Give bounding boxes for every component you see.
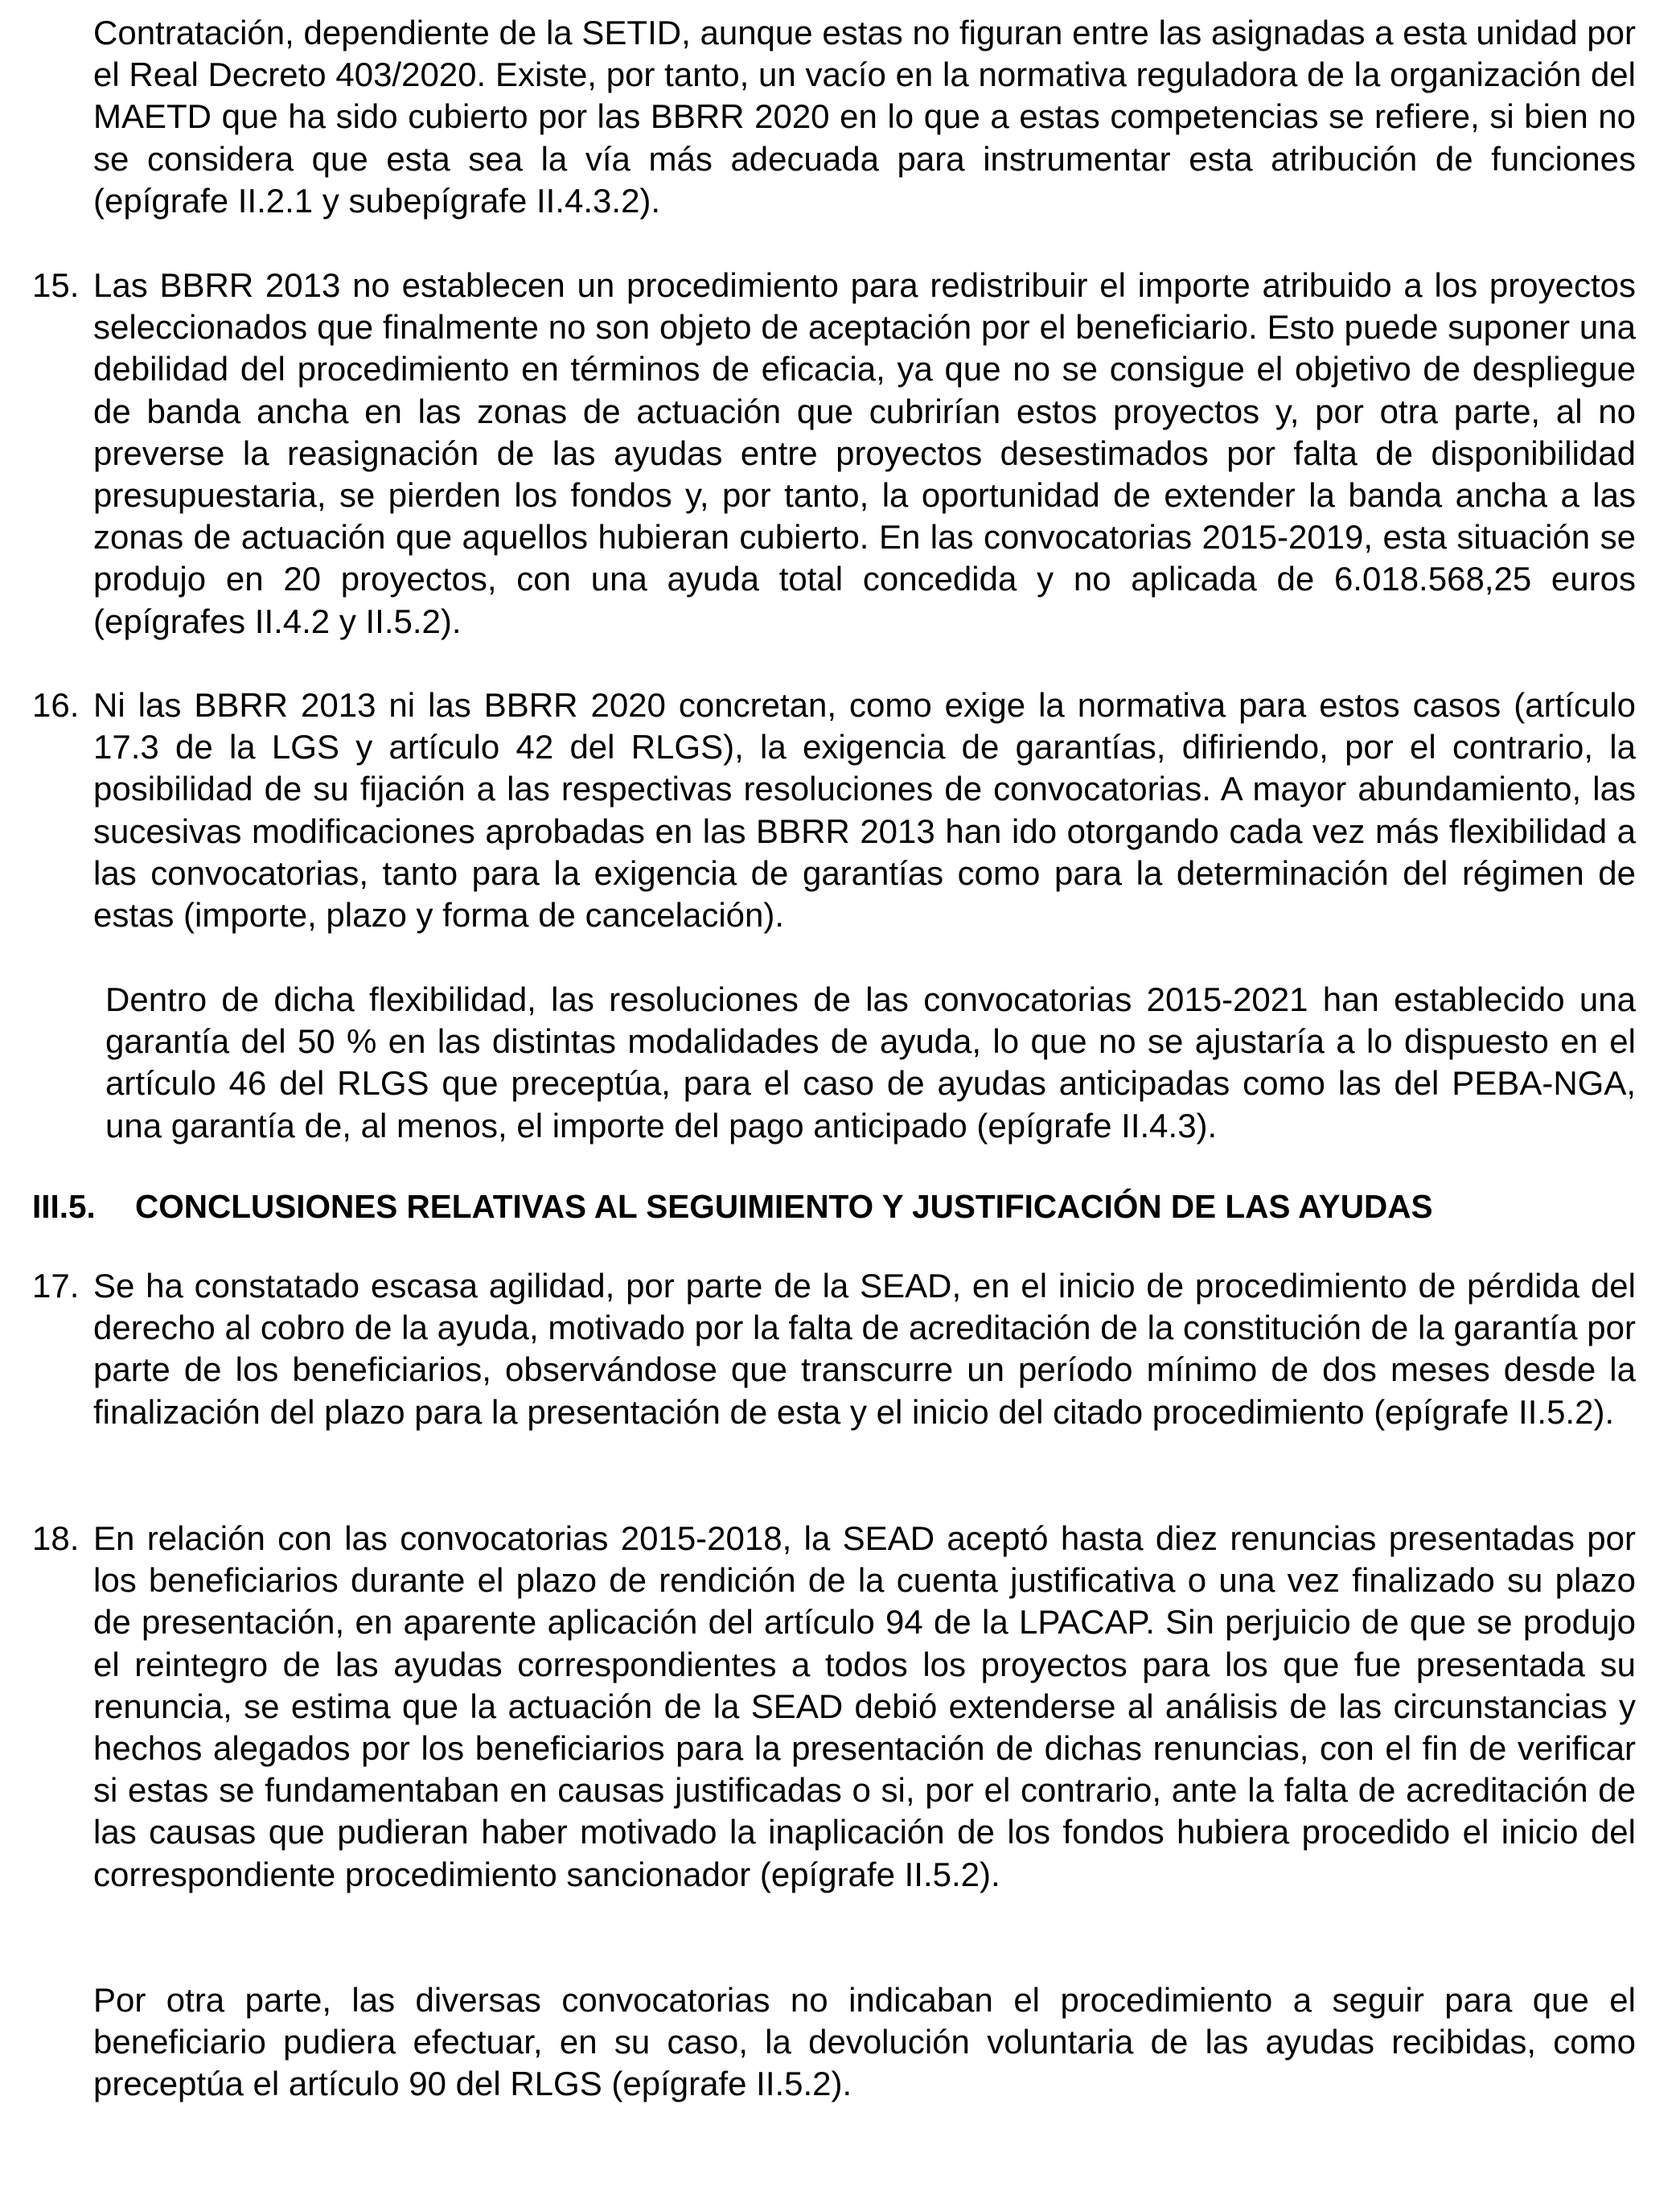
intro-continuation — [32, 12, 1636, 223]
section-title: CONCLUSIONES RELATIVAS AL SEGUIMIENTO Y JUSTIFICACIÓN DE LAS AYUDAS — [135, 1188, 1433, 1225]
list-item-17 — [32, 1265, 1636, 1476]
list-item-number: 17. — [32, 1267, 80, 1305]
section-heading — [32, 1186, 1636, 1227]
list-item-text: Las BBRR 2013 no establecen un procedimiento para redistribuir el importe atribuido a los proyectos seleccionados que finalmente no son objeto de aceptación por el beneficiario. Esto puede suponer una debilidad del procedimiento en términos de eficacia, ya que no se consigue el objetivo de despliegue de banda ancha en las zonas de actuación que cubrirían estos proyectos y, por otra parte, al no preverse la reasignación de las ayudas entre proyectos desestimados por falta de disponibilidad presupuestaria, se pierden los fondos y, por tanto, la oportunidad de extender la banda ancha a las zonas de actuación que aquellos hubieran cubierto. En las convocatorias 2015-2019, esta situación se produjo en 20 proyectos, con una ayuda total concedida y no aplicada de 6.018.568,25 euros (epígrafes II.4.2 y II.5.2). — [93, 266, 1636, 640]
list-item-number: 18. — [32, 1519, 80, 1557]
item-16-subparagraph: Dentro de dicha flexibilidad, las resoluciones de las convocatorias 2015-2021 han establecido una garantía del 50 % en las distintas modalidades de ayuda, lo que no se ajustaría a lo dispuesto en el artículo 46 del RLGS que preceptúa, para el caso de ayudas anticipadas como las del PEBA-NGA, una garantía de, al menos, el importe del pago anticipado (epígrafe II.4.3). — [105, 980, 1636, 1145]
list-item-number: 15. — [32, 266, 80, 304]
list-item-text: Se ha constatado escasa agilidad, por parte de la SEAD, en el inicio de procedimiento de pérdida del derecho al cobro de la ayuda, motivado por la falta de acreditación de la constitución de la garantía por parte de los beneficiarios, observándose que transcurre un período mínimo de dos meses desde la finalización del plazo para la presentación de esta y el inicio del citado procedimiento (epígrafe II.5.2). — [93, 1267, 1636, 1431]
item-18-subparagraph: Por otra parte, las diversas convocatorias no indicaban el procedimiento a seguir para que el beneficiario pudiera efectuar, en su caso, la devolución voluntaria de las ayudas recibidas, como preceptúa el artículo 90 del RLGS (epígrafe II.5.2). — [93, 1981, 1636, 2103]
list-item-text: En relación con las convocatorias 2015-2018, la SEAD aceptó hasta diez renuncias presentadas por los beneficiarios durante el plazo de rendición de la cuenta justificativa o una vez finalizado su plazo de presentación, en aparente aplicación del artículo 94 de la LPACAP. Sin perjuicio de que se produjo el reintegro de las ayudas correspondientes a todos los proyectos para los que fue presentada su renuncia, se estima que la actuación de la SEAD debió extenderse al análisis de las circunstancias y hechos alegados por los beneficiarios para la presentación de dichas renuncias, con el fin de verificar si estas se fundamentaban en causas justificadas o si, por el contrario, ante la falta de acreditación de las causas que pudieran haber motivado la inaplicación de los fondos hubiera procedido el inicio del correspondiente procedimiento sancionador (epígrafe II.5.2). — [93, 1519, 1636, 1893]
list-item-number: 16. — [32, 686, 80, 724]
list-item-16 — [32, 684, 1636, 937]
list-item-18 — [32, 1518, 1636, 1938]
intro-paragraph: Contratación, dependiente de la SETID, aunque estas no figuran entre las asignadas a esta unidad por el Real Decreto 403/2020. Existe, por tanto, un vacío en la normativa reguladora de la organización del MAETD que ha sido cubierto por las BBRR 2020 en lo que a estas competencias se refiere, si bien no se considera que esta sea la vía más adecuada para instrumentar esta atribución de funciones (epígrafe II.2.1 y subepígrafe II.4.3.2). — [93, 14, 1636, 220]
item-18-subparagraph-wrap — [32, 1979, 1636, 2108]
section-number: III.5. — [32, 1188, 96, 1225]
list-item-15 — [32, 265, 1636, 643]
list-item-text: Ni las BBRR 2013 ni las BBRR 2020 concretan, como exige la normativa para estos casos (artículo 17.3 de la LGS y artículo 42 del RLGS), la exigencia de garantías, difiriendo, por el contrario, la posibilidad de su fijación a las respectivas resoluciones de convocatorias. A mayor abundamiento, las sucesivas modificaciones aprobadas en las BBRR 2013 han ido otorgando cada vez más flexibilidad a las convocatorias, tanto para la exigencia de garantías como para la determinación del régimen de estas (importe, plazo y forma de cancelación). — [93, 686, 1636, 935]
